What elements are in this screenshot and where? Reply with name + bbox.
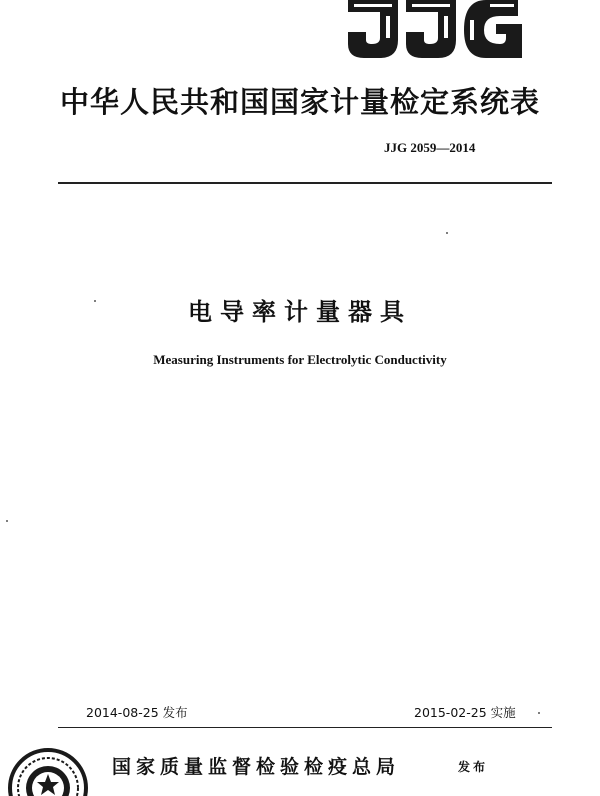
publisher-name: 国家质量监督检验检疫总局 [112, 756, 401, 778]
jjg-logo [346, 0, 522, 58]
scan-speck [446, 232, 448, 234]
header-divider [58, 182, 552, 184]
series-title: 中华人民共和国国家计量检定系统表 [59, 85, 540, 119]
effective-date: 2015-02-25 实施 [414, 705, 516, 720]
document-title-cn: 电导率计量器具 [188, 298, 412, 326]
scan-speck [538, 712, 540, 714]
footer-divider [58, 727, 552, 728]
national-emblem-icon [8, 744, 88, 796]
document-title-en: Measuring Instruments for Electrolytic Conductivity [153, 352, 447, 367]
scan-speck [6, 520, 8, 522]
issue-date: 2014-08-25 发布 [86, 705, 188, 720]
publisher-suffix: 发布 [458, 760, 489, 774]
document-code: JJG 2059—2014 [384, 140, 476, 155]
scan-speck [94, 300, 96, 302]
